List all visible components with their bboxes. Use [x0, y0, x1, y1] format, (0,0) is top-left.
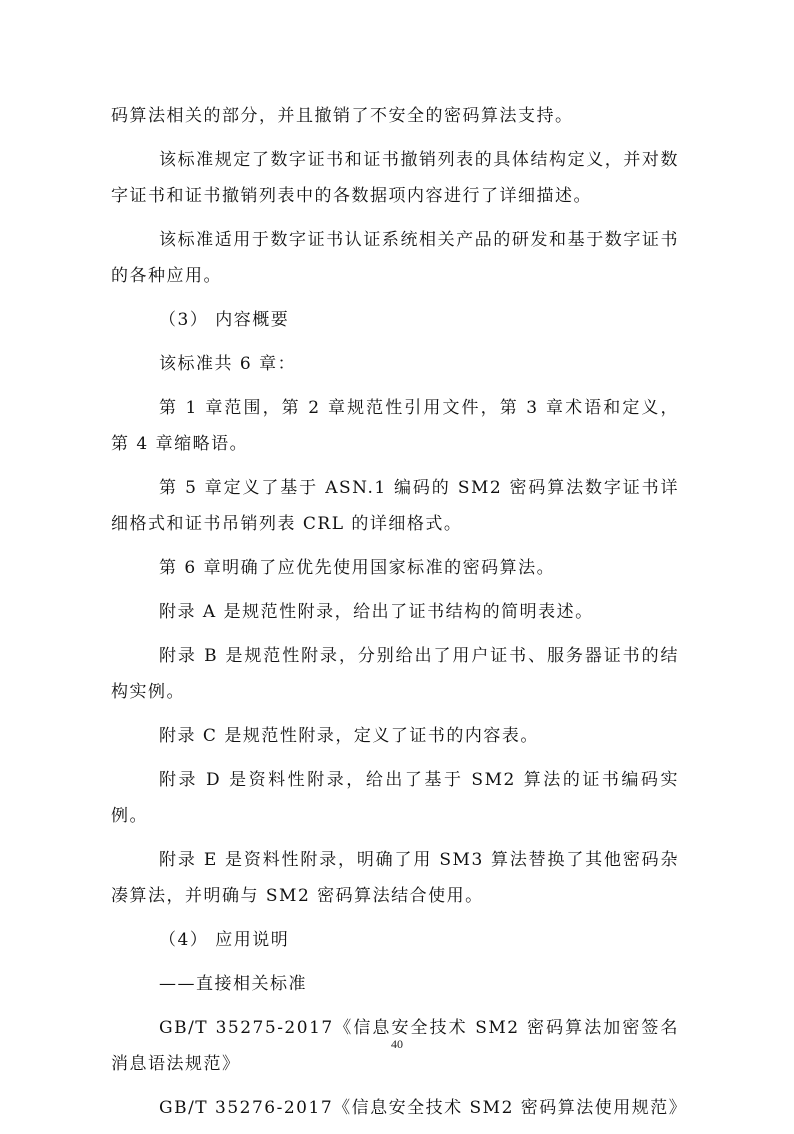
section-heading: （3） 内容概要: [159, 310, 290, 330]
standard-reference: GB/T 35275-2017《信息安全技术 SM2 密码算法加密签名消息语法规范》: [111, 1018, 679, 1074]
document-body: [111, 98, 688, 1134]
standard-reference: GB/T 35276-2017《信息安全技术 SM2 密码算法使用规范》: [159, 1098, 688, 1118]
paragraph: 第 1 章范围，第 2 章规范性引用文件，第 3 章术语和定义，第 4 章缩略语。: [111, 398, 679, 454]
page-number: 40: [391, 1037, 403, 1051]
paragraph: 附录 D 是资料性附录，给出了基于 SM2 算法的证书编码实例。: [111, 770, 679, 826]
paragraph: 附录 C 是规范性附录，定义了证书的内容表。: [159, 726, 539, 746]
paragraph: 第 5 章定义了基于 ASN.1 编码的 SM2 密码算法数字证书详细格式和证书吊销列表 CRL 的详细格式。: [111, 478, 679, 534]
paragraph: 附录 B 是规范性附录，分别给出了用户证书、服务器证书的结构实例。: [111, 646, 679, 702]
paragraph: 码算法相关的部分，并且撤销了不安全的密码算法支持。: [111, 106, 574, 126]
paragraph: 该标准规定了数字证书和证书撤销列表的具体结构定义，并对数字证书和证书撤销列表中的各数据项内容进行了详细描述。: [111, 150, 679, 206]
section-heading: （4） 应用说明: [159, 930, 290, 950]
paragraph: 该标准适用于数字证书认证系统相关产品的研发和基于数字证书的各种应用。: [111, 230, 679, 286]
paragraph: 第 6 章明确了应优先使用国家标准的密码算法。: [159, 558, 556, 578]
paragraph: ——直接相关标准: [159, 974, 307, 994]
paragraph: 附录 E 是资料性附录，明确了用 SM3 算法替换了其他密码杂凑算法，并明确与 SM2 密码算法结合使用。: [111, 850, 679, 906]
paragraph: 附录 A 是规范性附录，给出了证书结构的简明表述。: [159, 602, 594, 622]
paragraph: 该标准共 6 章：: [159, 354, 297, 374]
